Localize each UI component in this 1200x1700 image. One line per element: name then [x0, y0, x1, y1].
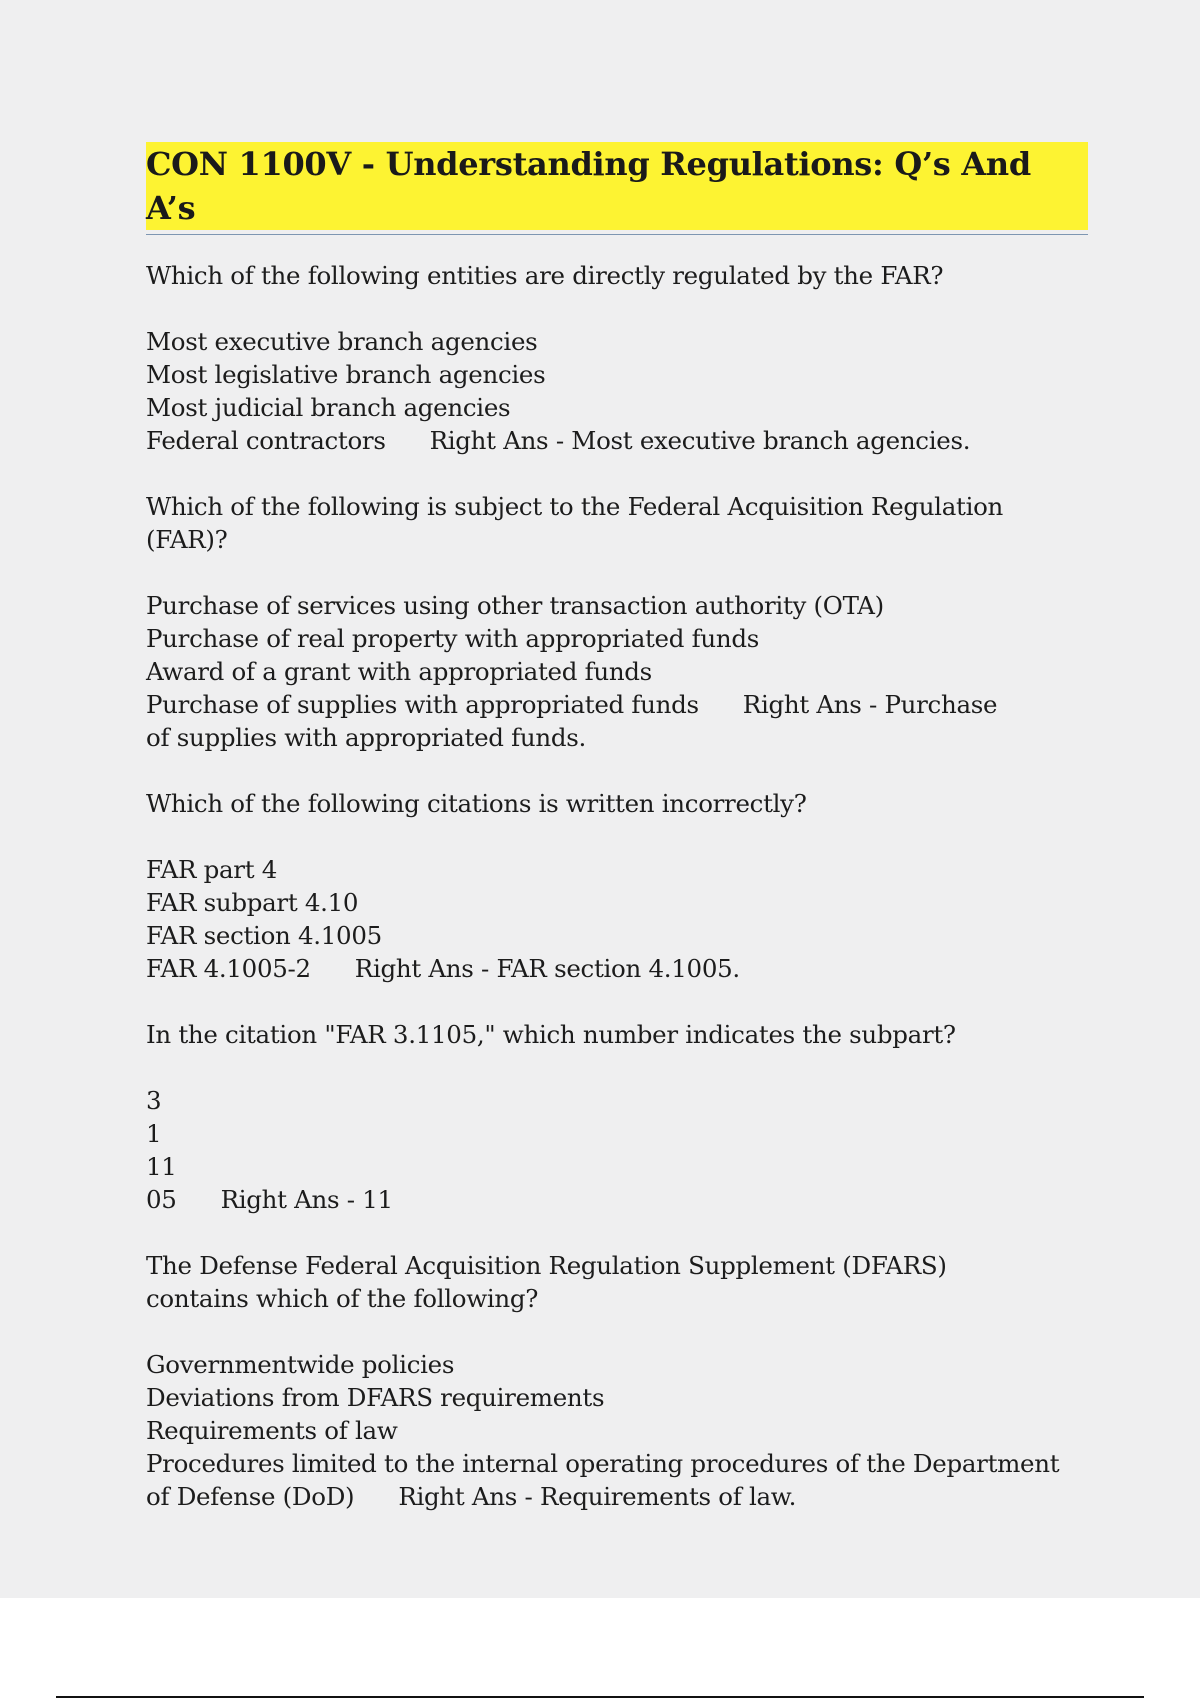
question-text: The Defense Federal Acquisition Regulation Supplement (DFARS) contains which of the following? — [146, 1251, 947, 1313]
qa-item — [146, 1018, 1086, 1216]
right-answer: Right Ans - Purchase of supplies with appropriated funds. — [146, 690, 998, 752]
footer-rule — [56, 1696, 1144, 1698]
qa-item — [146, 490, 1086, 754]
option: 05 — [146, 1185, 177, 1214]
right-answer: Right Ans - 11 — [220, 1185, 393, 1214]
qa-item — [146, 787, 1086, 985]
option: FAR subpart 4.10 — [146, 888, 359, 917]
question-text: In the citation "FAR 3.1105," which number indicates the subpart? — [146, 1020, 956, 1049]
option: FAR 4.1005-2 — [146, 954, 311, 983]
option-list — [146, 1084, 1086, 1216]
option: 1 — [146, 1119, 162, 1148]
document-title: CON 1100V - Understanding Regulations: Q’s And A’s — [146, 142, 1088, 230]
option-list — [146, 853, 1086, 985]
option: FAR section 4.1005 — [146, 921, 382, 950]
document-content — [146, 142, 1086, 1513]
question-text: Which of the following entities are directly regulated by the FAR? — [146, 261, 944, 290]
right-answer: Right Ans - FAR section 4.1005. — [354, 954, 740, 983]
qa-item — [146, 1249, 1086, 1513]
option: Purchase of real property with appropriated funds — [146, 624, 759, 653]
right-answer: Right Ans - Requirements of law. — [398, 1482, 797, 1511]
option: Federal contractors — [146, 426, 386, 455]
option: Award of a grant with appropriated funds — [146, 657, 652, 686]
option: Purchase of services using other transaction authority (OTA) — [146, 591, 884, 620]
option: Purchase of supplies with appropriated funds — [146, 690, 699, 719]
question-text: Which of the following is subject to the Federal Acquisition Regulation (FAR)? — [146, 492, 1004, 554]
title-underline — [146, 142, 1088, 235]
option: Most executive branch agencies — [146, 327, 538, 356]
option: 11 — [146, 1152, 177, 1181]
right-answer: Right Ans - Most executive branch agencies. — [429, 426, 971, 455]
qa-item — [146, 259, 1086, 457]
option: FAR part 4 — [146, 855, 278, 884]
option: Most legislative branch agencies — [146, 360, 546, 389]
option: 3 — [146, 1086, 162, 1115]
option: Deviations from DFARS requirements — [146, 1383, 605, 1412]
option: Procedures limited to the internal operating procedures of the Department of Defense (DoD) — [146, 1449, 1060, 1511]
question-text: Which of the following citations is written incorrectly? — [146, 789, 807, 818]
option: Requirements of law — [146, 1416, 398, 1445]
option-list — [146, 589, 1086, 754]
option: Most judicial branch agencies — [146, 393, 511, 422]
option-list — [146, 325, 1086, 457]
qa-list — [146, 259, 1086, 1513]
option-list — [146, 1348, 1086, 1513]
option: Governmentwide policies — [146, 1350, 455, 1379]
